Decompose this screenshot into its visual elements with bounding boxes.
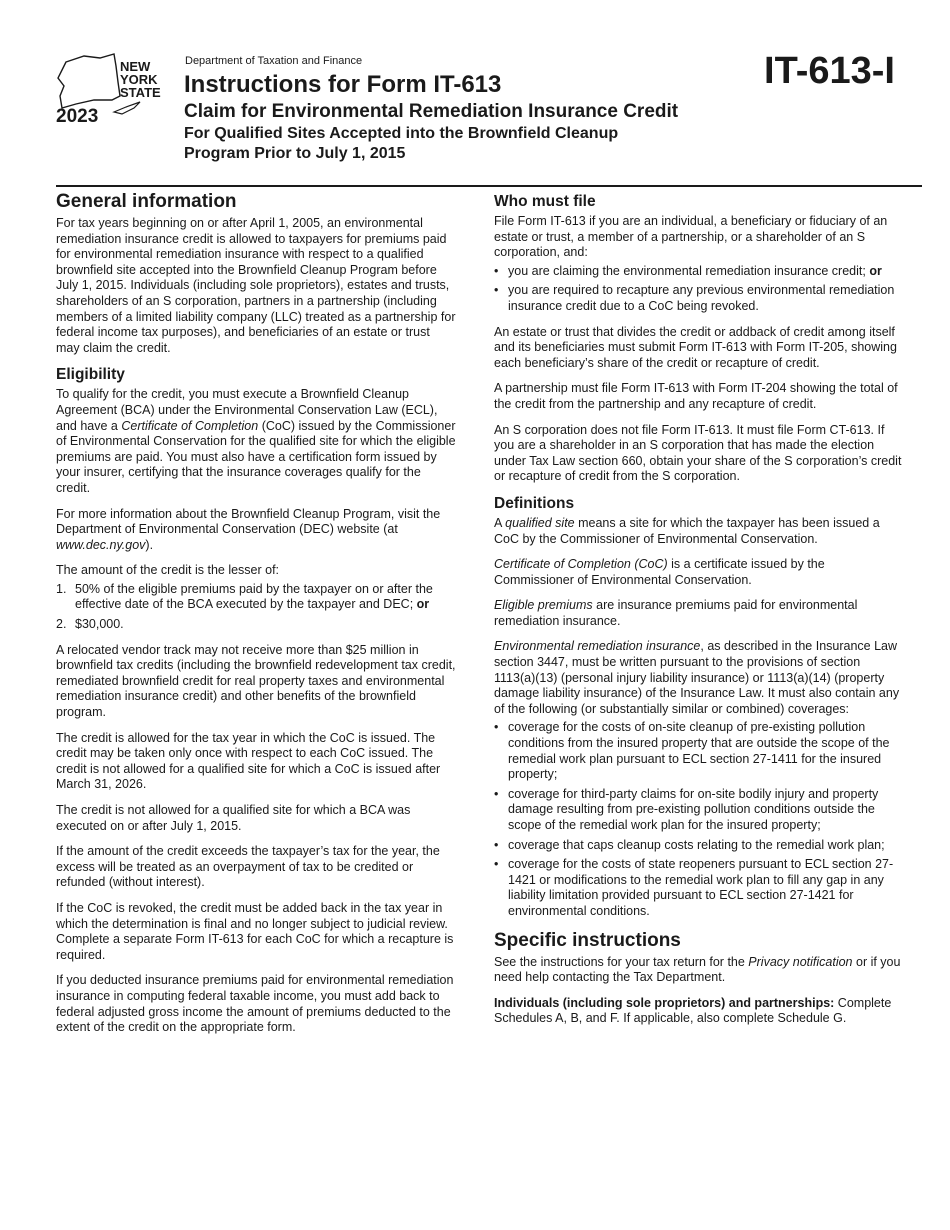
eligibility-paragraph-3: The amount of the credit is the lesser of: — [56, 563, 280, 578]
subtitle-2-line-1: For Qualified Sites Accepted into the Brownfield Cleanup — [184, 125, 619, 142]
credit-amount-list — [56, 582, 456, 633]
eligibility-paragraph-4: A relocated vendor track may not receive more than $25 million in brownfield tax credits (including the brownfield redevelopment tax credit, remediated brownfield credit for real property taxes and environmental remediation insurance credit) and other benefits of the brownfield program. — [56, 642, 456, 720]
definition-environmental-insurance: Environmental remediation insurance, as described in the Insurance Law section 3447, must be written pursuant to the provisions of section 1113(a)(13) (personal injury liability insurance) or 1113(a)(14) (property damage liability insurance) of the Insurance Law. It must also contain any of the following (or substantially similar or combined) coverages: — [494, 639, 900, 716]
right-column — [494, 189, 904, 1037]
list-item: • coverage for the costs of state reopeners pursuant to ECL section 27-1421 or modifications to the remedial work plan to fill any gap in any liability limitation provided pursuant to ECL section 27-1421 for environmental conditions. — [494, 857, 904, 919]
list-item: • coverage that caps cleanup costs relating to the remedial work plan; — [494, 838, 904, 854]
eligibility-paragraph-1: To qualify for the credit, you must execute a Brownfield Cleanup Agreement (BCA) under the Environmental Conservation Law (ECL), and have a Certificate of Completion (CoC) issued by the Commissioner of Environmental Conservation for the qualified site for which the eligible premiums are paid. You must also have a certification form issued by your insurer, certifying that the insurance coverages qualify for the credit. — [56, 387, 456, 495]
specific-instructions-paragraph-2: Individuals (including sole proprietors) and partnerships: Complete Schedules A, B, and F. If applicable, also complete Schedule G. — [494, 995, 892, 1026]
general-information-text: For tax years beginning on or after April 1, 2005, an environmental remediation insurance credit is allowed to taxpayers for premiums paid for environmental remediation insurance with respect to a qualified brownfield site accepted into the Brownfield Cleanup Program before July 1, 2015. Individuals (including sole proprietors), estates and trusts, shareholders of an S corporation, partners in a partnership (including members of a limited liability company (LLC) treated as a partnership for federal income tax purposes), and beneficiaries of an estate or trust may claim the credit. — [56, 216, 456, 355]
form-subtitle-2 — [184, 124, 744, 164]
tax-year: 2023 — [56, 106, 99, 127]
general-information-heading: General information — [56, 191, 237, 212]
nys-logo — [54, 52, 176, 128]
header-divider — [56, 185, 922, 187]
eligibility-paragraph-2: For more information about the Brownfield Cleanup Program, visit the Department of Environmental Conservation (DEC) website (at www.dec.ny.gov). — [56, 506, 441, 552]
form-subtitle: Claim for Environmental Remediation Insurance Credit — [184, 101, 679, 122]
subtitle-2-line-2: Program Prior to July 1, 2015 — [184, 145, 406, 162]
department-name: Department of Taxation and Finance — [185, 55, 363, 67]
eligibility-paragraph-6: The credit is not allowed for a qualified site for which a BCA was executed on or after July 1, 2015. — [56, 803, 411, 833]
eligibility-paragraph-5: The credit is allowed for the tax year in which the CoC is issued. The credit may be taken only once with respect to each CoC issued. The credit is not allowed for a qualified site for which a CoC is issued after March 31, 2026. — [56, 730, 441, 792]
who-must-file-paragraph-4: An S corporation does not file Form IT-613. It must file Form CT-613. If you are a shareholder in an S corporation that has made the election under Tax Law section 660, obtain your share of the S corporation’s credit or recapture of credit from the S corporation. — [494, 422, 902, 484]
left-column — [56, 189, 456, 1046]
list-item: • coverage for third-party claims for on-site bodily injury and property damage resulting from pre-existing pollution conditions outside the scope of the remedial work plan for the insured property; — [494, 787, 904, 834]
specific-instructions-heading: Specific instructions — [494, 929, 681, 951]
who-must-file-list — [494, 264, 904, 315]
list-item: • you are claiming the environmental remediation insurance credit; or — [494, 264, 904, 280]
who-must-file-paragraph-3: A partnership must file Form IT-613 with Form IT-204 showing the total of the credit from the partnership and any recapture of credit. — [494, 381, 898, 411]
page-title: Instructions for Form IT-613 — [184, 71, 502, 98]
definition-qualified-site: A qualified site means a site for which the taxpayer has been issued a CoC by the Commissioner of Environmental Conservation. — [494, 515, 880, 546]
form-number: IT-613-I — [764, 50, 895, 92]
list-item: • coverage for the costs of on-site cleanup of pre-existing pollution conditions from the insured property that are outside the scope of the remedial work plan pursuant to ECL section 27-1411 for the insured property; — [494, 720, 904, 782]
coverage-list — [494, 720, 904, 919]
who-must-file-intro: File Form IT-613 if you are an individual, a beneficiary or fiduciary of an estate or trust, a member of a partnership, or a shareholder of an S corporation, and: — [494, 214, 888, 260]
who-must-file-paragraph-2: An estate or trust that divides the credit or addback of credit among itself and its beneficiaries must submit Form IT-613 with Form IT-205, showing each beneficiary’s share of the credit or recapture of credit. — [494, 324, 897, 370]
eligibility-heading: Eligibility — [56, 366, 125, 384]
list-item: • you are required to recapture any previous environmental remediation insurance credit due to a CoC being revoked. — [494, 283, 904, 314]
definitions-heading: Definitions — [494, 494, 575, 512]
logo-line-1: NEW — [120, 59, 151, 74]
logo-line-2: YORK — [120, 72, 158, 87]
list-item: 1. 50% of the eligible premiums paid by the taxpayer on or after the effective date of the BCA executed by the taxpayer and DEC; or — [56, 581, 433, 612]
who-must-file-heading: Who must file — [494, 193, 596, 210]
list-item: 2. $30,000. — [56, 617, 124, 632]
definition-coc: Certificate of Completion (CoC) is a certificate issued by the Commissioner of Environmental Conservation. — [494, 557, 825, 587]
logo-line-3: STATE — [120, 85, 161, 100]
definition-eligible-premiums: Eligible premiums are insurance premiums paid for environmental remediation insurance. — [494, 598, 858, 628]
eligibility-paragraph-7: If the amount of the credit exceeds the taxpayer’s tax for the year, the excess will be treated as an overpayment of tax to be credited or refunded (without interest). — [56, 844, 440, 890]
eligibility-paragraph-8: If the CoC is revoked, the credit must be added back in the tax year in which the determination is final and no longer subject to judicial review. Complete a separate Form IT-613 for each CoC for which a recapture is required. — [56, 900, 454, 962]
specific-instructions-paragraph-1: See the instructions for your tax return for the Privacy notification or if you need help contacting the Tax Department. — [494, 954, 901, 985]
eligibility-paragraph-9: If you deducted insurance premiums paid for environmental remediation insurance in computing federal taxable income, you must add back to federal adjusted gross income the amount of premiums deducted to the extent of the credit on the appropriate form. — [56, 973, 454, 1035]
